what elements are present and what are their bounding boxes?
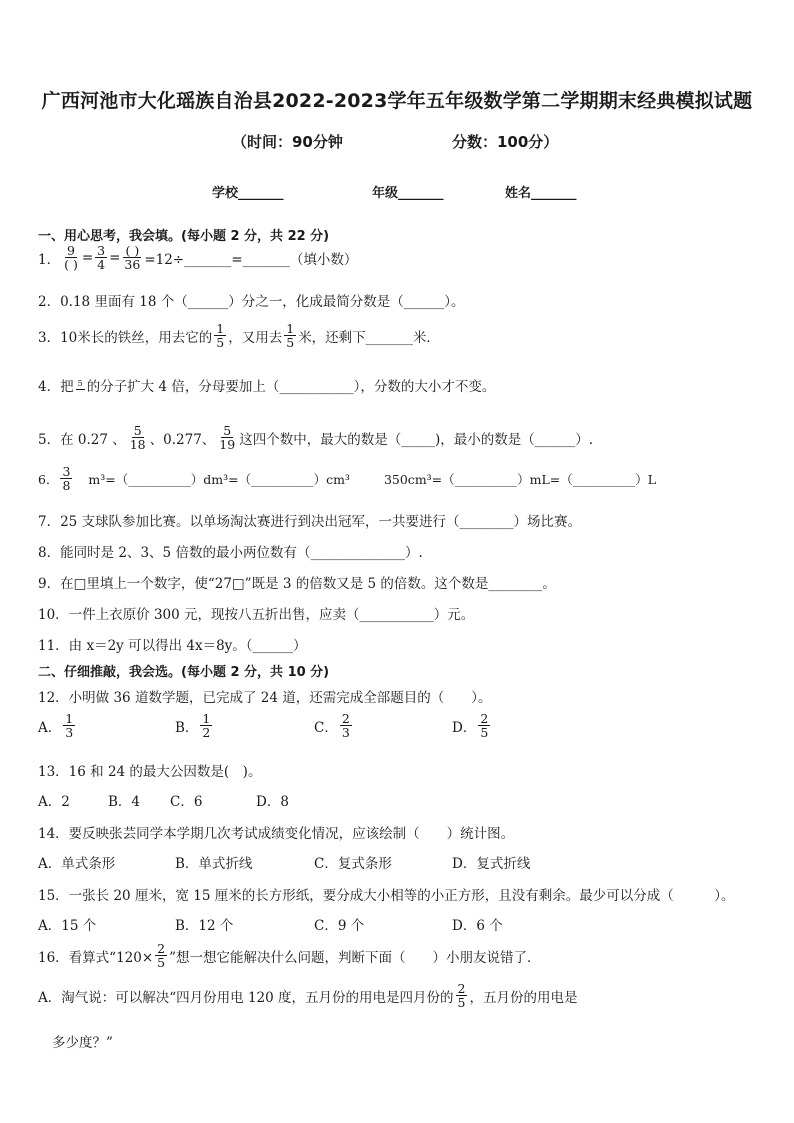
q16-option-a[interactable]: A．淘气说：可以解决“四月份用电 120 度，五月份的用电是四月份的 $\frac{2}{5}$ ，五月份的用电是 <box>38 981 578 1011</box>
question-15: 15．一张长 20 厘米，宽 15 厘米的长方形纸，要分成大小相等的小正方形，且没有剩余。最少可以分成（ ）。 <box>38 888 735 904</box>
q3-fraction-1: $\frac{1}{5}$ <box>216 321 225 351</box>
question-1 <box>38 244 357 271</box>
question-6: 6． $\frac{3}{8}$ m³=（__________）dm³=（__________）cm³ 350cm³=（__________）mL=（__________）L <box>38 464 657 494</box>
q12-option-d[interactable]: D． $\frac{2}{5}$ <box>452 711 489 741</box>
q1-fraction-3: $\frac{( )}{36}$ <box>124 243 141 273</box>
q3-fraction-2: $\frac{1}{5}$ <box>286 321 295 351</box>
section-2-title: 二、仔细推敲，我会选。(每小题 2 分，共 10 分) <box>38 665 330 680</box>
exam-title: 广西河池市大化瑶族自治县2022-2023学年五年级数学第二学期期末经典模拟试题 <box>41 90 753 112</box>
q1-number: 1． <box>38 251 61 268</box>
q16a-fraction: $\frac{2}{5}$ <box>457 981 466 1011</box>
q13-option-d[interactable]: D．8 <box>256 794 289 810</box>
question-7: 7．25 支球队参加比赛。以单场淘汰赛进行到决出冠军，一共要进行（________）场比赛。 <box>38 514 582 530</box>
q1-equals: = <box>81 249 94 266</box>
q12-option-c[interactable]: C． $\frac{2}{3}$ <box>314 711 350 741</box>
q15-option-a[interactable]: A．15 个 <box>38 918 97 934</box>
q4-fraction: 5 <box>77 379 83 389</box>
question-2: 2．0.18 里面有 18 个（______）分之一，化成最简分数是（______）。 <box>38 294 465 310</box>
q1-fraction-2: $\frac{3}{4}$ <box>97 243 106 273</box>
question-11: 11．由 x＝2y 可以得出 4x＝8y。（______） <box>38 638 307 654</box>
question-12: 12．小明做 36 道数学题，已完成了 24 道，还需完成全部题目的（ ）。 <box>38 690 492 706</box>
grade-field: 年级_______ <box>372 186 444 201</box>
question-3: 3．10米长的铁丝，用去它的 $\frac{1}{5}$ ，又用去 $\frac{1}{5}$ 米，还剩下_______米． <box>38 321 440 351</box>
q1-rest: =12÷_______=_______（填小数） <box>144 251 358 268</box>
q15-option-d[interactable]: D．6 个 <box>452 918 503 934</box>
question-14: 14．要反映张芸同学本学期几次考试成绩变化情况，应该绘制（ ）统计图。 <box>38 826 515 842</box>
q13-option-b[interactable]: B．4 <box>108 794 141 810</box>
q14-option-d[interactable]: D．复式折线 <box>452 856 531 872</box>
q1-fraction-1: $\frac{9}{( )}$ <box>64 243 78 273</box>
section-1-title: 一、用心思考，我会填。(每小题 2 分，共 22 分) <box>38 229 330 244</box>
question-4: 4．把 5 的分子扩大 4 倍，分母要加上（___________），分数的大小才不变。 <box>38 379 496 395</box>
q13-option-c[interactable]: C．6 <box>170 794 203 810</box>
q16-option-a-continued: 多少度？” <box>52 1035 113 1051</box>
q14-option-b[interactable]: B．单式折线 <box>175 856 253 872</box>
question-8: 8．能同时是 2、3、5 倍数的最小两位数有（______________）. <box>38 545 423 561</box>
exam-score: 分数：100分） <box>452 133 559 151</box>
school-field: 学校_______ <box>212 186 284 201</box>
q16-fraction: $\frac{2}{5}$ <box>157 941 166 971</box>
question-5: 5．在 0.27 、 $\frac{5}{18}$ 、0.277、 $\frac{5}{19}$ 这四个数中，最大的数是（_____)，最小的数是（______）. <box>38 423 594 453</box>
q14-option-a[interactable]: A．单式条形 <box>38 856 116 872</box>
question-9: 9．在□里填上一个数字，使“27□”既是 3 的倍数又是 5 的倍数。这个数是________。 <box>38 576 556 592</box>
q1-equals-2: = <box>109 249 121 266</box>
q14-option-c[interactable]: C．复式条形 <box>314 856 392 872</box>
q15-option-c[interactable]: C．9 个 <box>314 918 365 934</box>
q5-fraction-2: $\frac{5}{19}$ <box>219 423 236 453</box>
question-16: 16．看算式“120× $\frac{2}{5}$ ”想一想它能解决什么问题，判断下面（ ）小朋友说错了． <box>38 941 541 971</box>
exam-time: （时间：90分钟 <box>232 133 343 151</box>
q5-fraction-1: $\frac{5}{18}$ <box>129 423 146 453</box>
q13-option-a[interactable]: A．2 <box>38 794 70 810</box>
question-13: 13．16 和 24 的最大公因数是( )。 <box>38 764 262 780</box>
q15-option-b[interactable]: B．12 个 <box>175 918 234 934</box>
name-field: 姓名_______ <box>505 186 577 201</box>
q12-option-b[interactable]: B． $\frac{1}{2}$ <box>175 711 211 741</box>
question-10: 10．一件上衣原价 300 元，现按八五折出售，应卖（___________）元。 <box>38 607 475 623</box>
q6-fraction: $\frac{3}{8}$ <box>62 464 71 494</box>
q12-option-a[interactable]: A． $\frac{1}{3}$ <box>38 711 74 741</box>
